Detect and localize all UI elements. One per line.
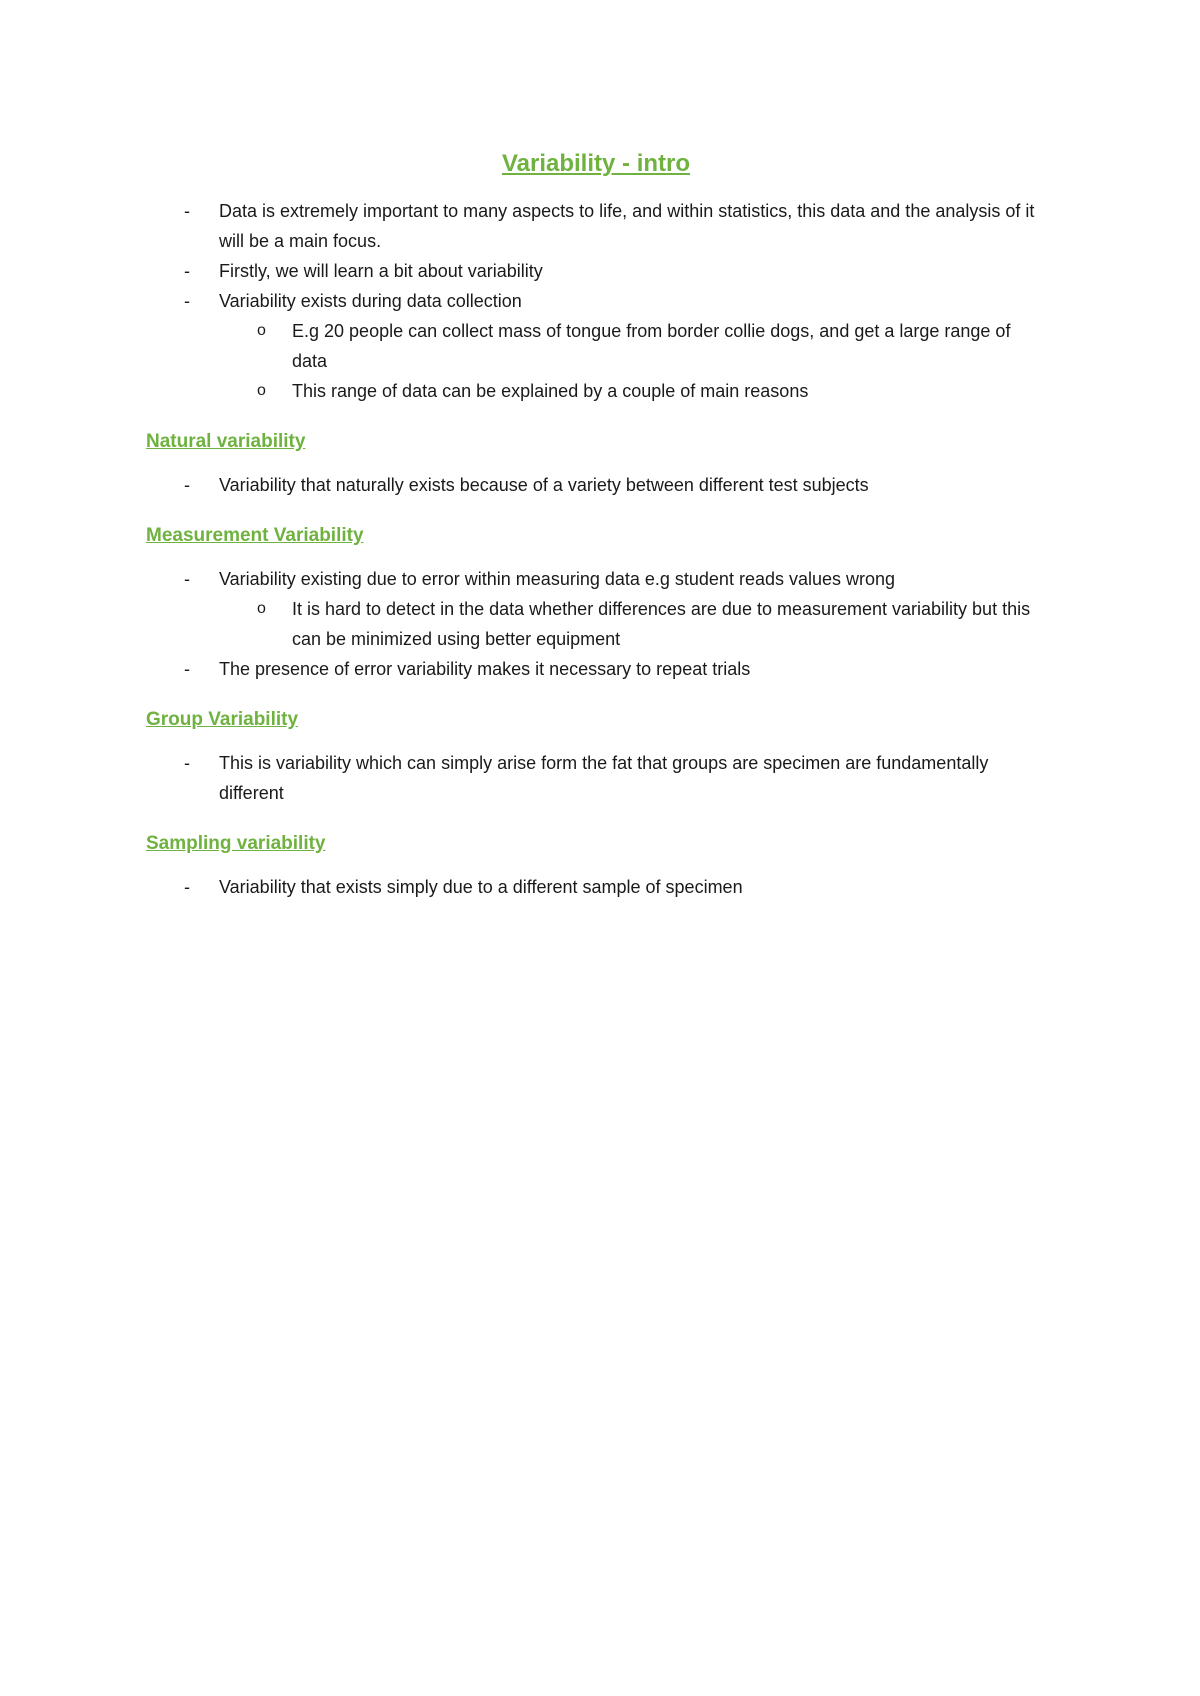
list-item-text: The presence of error variability makes it necessary to repeat trials [219, 659, 751, 679]
dash-bullet: - [184, 659, 190, 679]
list-item [146, 654, 1046, 684]
list-item-text: Variability that exists simply due to a different sample of specimen [219, 877, 743, 897]
list-item-text: Variability that naturally exists because of a variety between different test subjects [219, 475, 869, 495]
dash-bullet: - [184, 475, 190, 495]
list-item-text: Data is extremely important to many aspects to life, and within statistics, this data and the analysis of it will be a main focus. [219, 201, 1035, 251]
sub-list-item [219, 376, 1046, 406]
dash-bullet: - [184, 201, 190, 221]
group-list [146, 748, 1046, 808]
list-item [146, 256, 1046, 286]
intro-list [146, 196, 1046, 406]
section-heading-group: Group Variability [146, 709, 299, 730]
sub-list-item [219, 594, 1046, 654]
list-item [146, 470, 1046, 500]
measurement-sub-list [219, 594, 1046, 654]
list-item [146, 196, 1046, 256]
sub-list-item-text: E.g 20 people can collect mass of tongue from border collie dogs, and get a large range of data [292, 321, 1011, 371]
sub-list-item-text: It is hard to detect in the data whether differences are due to measurement variability but this can be minimized using better equipment [292, 599, 1031, 649]
circle-bullet: o [257, 600, 266, 617]
natural-list [146, 470, 1046, 500]
page-title: Variability - intro [501, 150, 691, 177]
dash-bullet: - [184, 753, 190, 773]
list-item-text: Variability existing due to error within measuring data e.g student reads values wrong [219, 569, 896, 589]
section-heading-natural: Natural variability [146, 431, 306, 452]
measurement-list [146, 564, 1046, 684]
sub-list-item-text: This range of data can be explained by a couple of main reasons [292, 381, 809, 401]
list-item-text: This is variability which can simply arise form the fat that groups are specimen are fundamentally different [219, 753, 989, 803]
sub-list-item [219, 316, 1046, 376]
circle-bullet: o [257, 322, 266, 339]
dash-bullet: - [184, 569, 190, 589]
section-heading-sampling: Sampling variability [146, 833, 326, 854]
list-item [146, 872, 1046, 902]
list-item [146, 564, 1046, 654]
sampling-list [146, 872, 1046, 902]
list-item-text: Variability exists during data collection [219, 291, 522, 311]
document-content [146, 146, 1046, 902]
list-item [146, 286, 1046, 406]
section-heading-measurement: Measurement Variability [146, 525, 364, 546]
dash-bullet: - [184, 291, 190, 311]
dash-bullet: - [184, 261, 190, 281]
intro-sub-list [219, 316, 1046, 406]
list-item [146, 748, 1046, 808]
dash-bullet: - [184, 877, 190, 897]
list-item-text: Firstly, we will learn a bit about variability [219, 261, 543, 281]
circle-bullet: o [257, 382, 266, 399]
